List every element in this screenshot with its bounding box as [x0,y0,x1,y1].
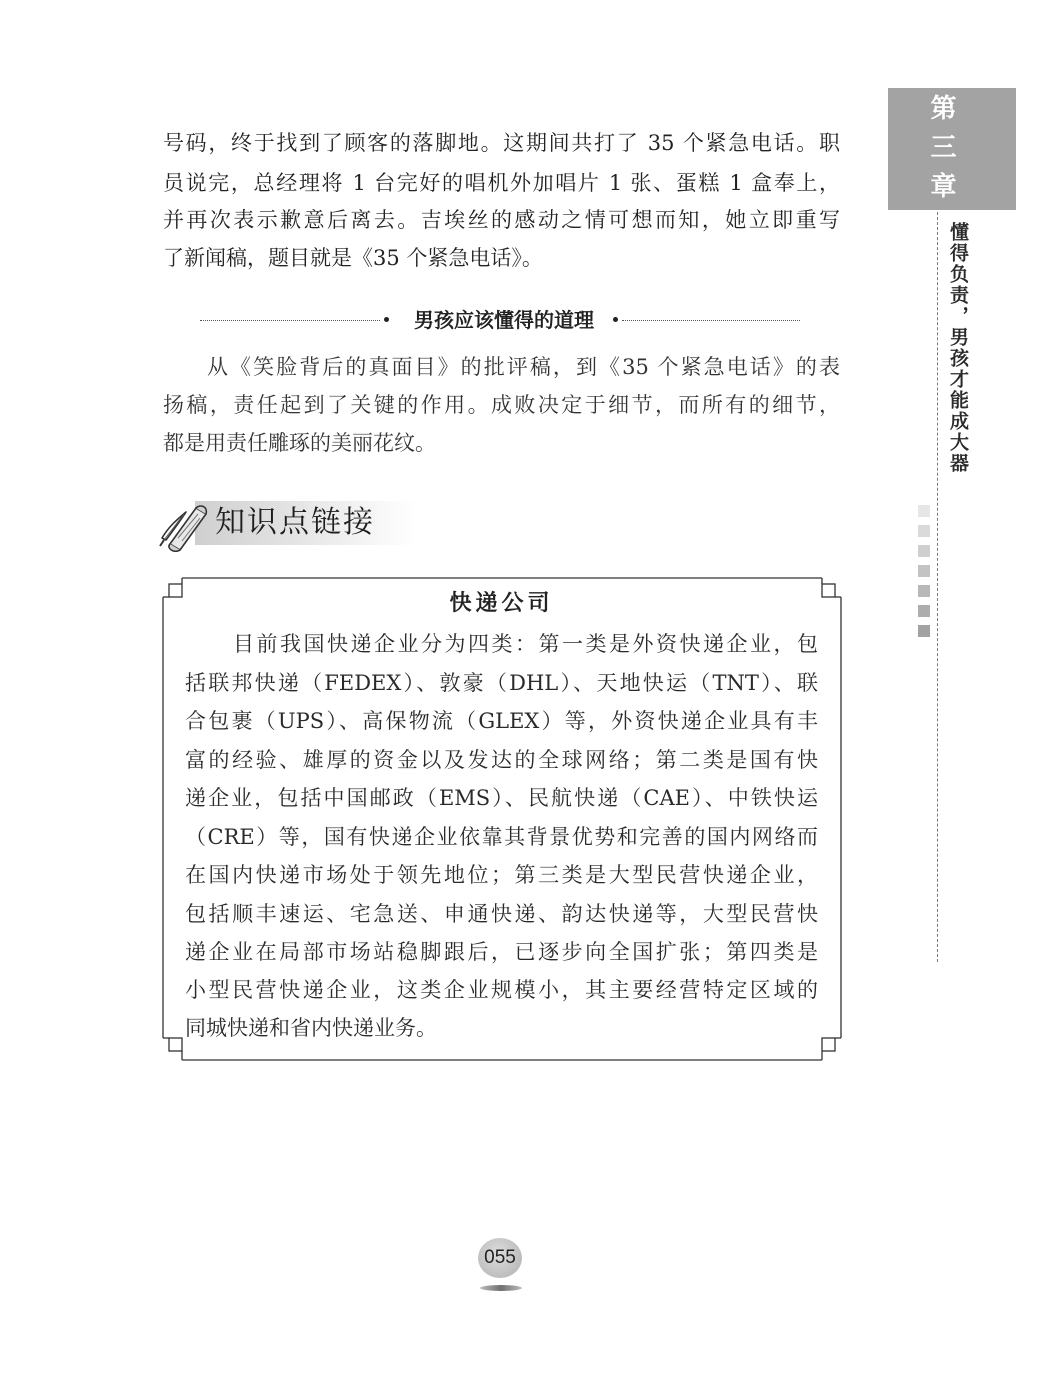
side-square [918,545,930,557]
paragraph-line: 员说完，总经理将 1 台完好的唱机外加唱片 1 张、蛋糕 1 盒奉上， [163,171,840,195]
box-line: 小型民营快递企业，这类企业规模小，其主要经营特定区域的 [185,978,818,1002]
heading-dotted-rule-left [200,320,380,321]
box-line: 包括顺丰速运、宅急送、申通快递、韵达快递等，大型民营快 [185,902,818,926]
side-square [918,585,930,597]
box-line: 递企业，包括中国邮政（EMS）、民航快递（CAE）、中铁快运 [185,786,818,810]
page-number: 055 [484,1247,516,1268]
box-line: 合包裹（UPS）、高保物流（GLEX）等，外资快递企业具有丰 [185,709,818,733]
paragraph-line: 扬稿，责任起到了关键的作用。成败决定于细节，而所有的细节， [163,393,840,417]
knowledge-banner-label: 知识点链接 [215,505,375,540]
box-line: 富的经验、雄厚的资金以及发达的全球网络；第二类是国有快 [185,748,818,772]
paragraph-line: 号码，终于找到了顾客的落脚地。这期间共打了 35 个紧急电话。职 [163,131,840,155]
chapter-label: 第三章 [926,94,956,211]
page-number-shadow [480,1285,522,1291]
box-line: 目前我国快递企业分为四类：第一类是外资快递企业，包 [233,632,818,656]
side-square [918,505,930,517]
paragraph-line: 了新闻稿，题目就是《35 个紧急电话》。 [163,246,543,270]
side-square-strip [918,505,930,645]
box-line: （CRE）等，国有快递企业依靠其背景优势和完善的国内网络而 [185,825,818,849]
heading-bullet-right [613,317,618,322]
box-line: 递企业在局部市场站稳脚跟后，已逐步向全国扩张；第四类是 [185,940,818,964]
heading-bullet-left [384,317,389,322]
side-square [918,625,930,637]
side-square [918,565,930,577]
paragraph-line: 从《笑脸背后的真面目》的批评稿，到《35 个紧急电话》的表 [207,355,840,379]
heading-dotted-rule-right [622,320,800,321]
side-square [918,605,930,617]
paragraph-line: 并再次表示歉意后离去。吉埃丝的感动之情可想而知，她立即重写 [163,208,840,232]
sidebar-box-title: 快递公司 [449,590,554,616]
paragraph-line: 都是用责任雕琢的美丽花纹。 [163,431,436,455]
box-line: 同城快递和省内快递业务。 [185,1016,437,1040]
box-line: 括联邦快递（FEDEX）、敦豪（DHL）、天地快运（TNT）、联 [185,671,818,695]
box-line: 在国内快递市场处于领先地位；第三类是大型民营快递企业， [185,863,818,887]
section-heading: 男孩应该懂得的道理 [414,308,594,332]
chapter-side-title: 懂得负责，男孩才能成大器 [947,222,969,474]
scroll-quill-icon [156,494,214,552]
side-square [918,525,930,537]
side-dashed-divider [937,212,938,962]
